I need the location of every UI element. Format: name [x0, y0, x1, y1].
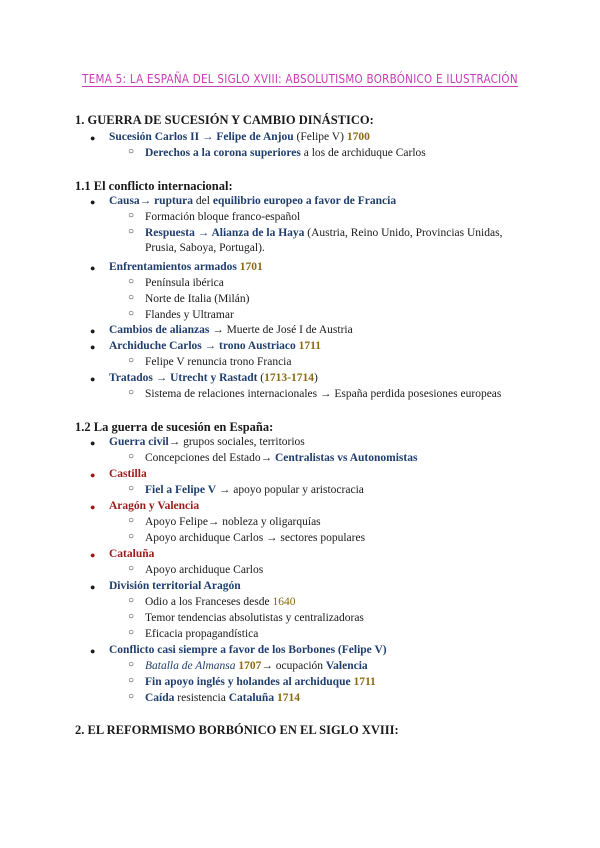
- bullet-icon: ●: [90, 550, 96, 560]
- bullet-icon: ●: [90, 342, 96, 352]
- list-item: Causa→ ruptura del equilibrio europeo a favor de Francia: [109, 195, 397, 207]
- list-item: Cataluña: [109, 548, 155, 560]
- list-item: Sistema de relaciones internacionales → España perdida posesiones europeas: [145, 388, 502, 400]
- bullet-icon: ●: [90, 326, 96, 336]
- list-item: Sucesión Carlos II → Felipe de Anjou (Felipe V) 1700: [109, 131, 370, 143]
- list-item: Batalla de Almansa 1707→ ocupación Valencia: [145, 660, 368, 672]
- list-item: Temor tendencias absolutistas y centralizadoras: [145, 612, 364, 624]
- bullet-icon: ●: [90, 374, 96, 384]
- circle-bullet-icon: ○: [128, 675, 135, 686]
- list-item: Guerra civil→ grupos sociales, territorios: [109, 436, 305, 448]
- list-item: Enfrentamientos armados 1701: [109, 261, 263, 273]
- circle-bullet-icon: ○: [128, 531, 135, 542]
- list-item: Cambios de alianzas → Muerte de José I de Austria: [109, 324, 353, 336]
- circle-bullet-icon: ○: [128, 355, 135, 366]
- circle-bullet-icon: ○: [128, 451, 135, 462]
- list-item: Derechos a la corona superiores a los de archiduque Carlos: [145, 147, 426, 159]
- bullet-icon: ●: [90, 197, 96, 207]
- circle-bullet-icon: ○: [128, 276, 135, 287]
- section-1-2-heading: 1.2 La guerra de sucesión en España:: [75, 420, 274, 434]
- page-title: TEMA 5: LA ESPAÑA DEL SIGLO XVIII: ABSOLUTISMO BORBÓNICO E ILUSTRACIÓN: [82, 71, 518, 86]
- list-item: Apoyo archiduque Carlos: [145, 564, 264, 576]
- list-item: Odio a los Franceses desde 1640: [145, 596, 296, 608]
- circle-bullet-icon: ○: [128, 515, 135, 526]
- circle-bullet-icon: ○: [128, 387, 135, 398]
- list-item: División territorial Aragón: [109, 580, 241, 592]
- section-1-heading: 1. GUERRA DE SUCESIÓN Y CAMBIO DINÁSTICO:: [75, 113, 374, 127]
- list-item: Fiel a Felipe V → apoyo popular y aristocracia: [145, 484, 364, 496]
- list-item: Archiduche Carlos → trono Austriaco 1711: [109, 340, 322, 352]
- bullet-icon: ●: [90, 438, 96, 448]
- circle-bullet-icon: ○: [128, 627, 135, 638]
- list-item: Península ibérica: [145, 277, 224, 289]
- bullet-icon: ●: [90, 470, 96, 480]
- bullet-icon: ●: [90, 646, 96, 656]
- bullet-icon: ●: [90, 582, 96, 592]
- bullet-icon: ●: [90, 263, 96, 273]
- section-2-heading: 2. EL REFORMISMO BORBÓNICO EN EL SIGLO XVIII:: [75, 723, 399, 737]
- list-item: Caída resistencia Cataluña 1714: [145, 692, 300, 704]
- list-item: Fin apoyo inglés y holandes al archiduque 1711: [145, 676, 376, 688]
- bullet-icon: ●: [90, 502, 96, 512]
- list-item: Aragón y Valencia: [109, 500, 200, 512]
- circle-bullet-icon: ○: [128, 226, 135, 237]
- list-item: Concepciones del Estado→ Centralistas vs Autonomistas: [145, 452, 418, 464]
- list-item: Respuesta → Alianza de la Haya (Austria, Reino Unido, Provincias Unidas, Prusia, Saboya, Portugal).: [145, 227, 503, 254]
- bullet-icon: ●: [90, 133, 96, 143]
- circle-bullet-icon: ○: [128, 210, 135, 221]
- list-item: Formación bloque franco-español: [145, 211, 301, 223]
- circle-bullet-icon: ○: [128, 659, 135, 670]
- circle-bullet-icon: ○: [128, 611, 135, 622]
- list-item: Apoyo Felipe→ nobleza y oligarquías: [145, 516, 321, 528]
- list-item: Tratados → Utrecht y Rastadt (1713-1714): [109, 372, 318, 384]
- list-item: Conflicto casi siempre a favor de los Borbones (Felipe V): [109, 644, 387, 656]
- list-item: Felipe V renuncia trono Francia: [145, 356, 292, 368]
- circle-bullet-icon: ○: [128, 563, 135, 574]
- list-item: Norte de Italia (Milán): [145, 293, 250, 305]
- list-item: Flandes y Ultramar: [145, 309, 234, 321]
- list-item: Apoyo archiduque Carlos → sectores populares: [145, 532, 366, 544]
- circle-bullet-icon: ○: [128, 691, 135, 702]
- circle-bullet-icon: ○: [128, 146, 135, 157]
- list-item: Eficacia propagandística: [145, 628, 259, 640]
- section-1-1-heading: 1.1 El conflicto internacional:: [75, 179, 233, 193]
- circle-bullet-icon: ○: [128, 308, 135, 319]
- circle-bullet-icon: ○: [128, 292, 135, 303]
- list-item: Castilla: [109, 468, 147, 480]
- circle-bullet-icon: ○: [128, 483, 135, 494]
- circle-bullet-icon: ○: [128, 595, 135, 606]
